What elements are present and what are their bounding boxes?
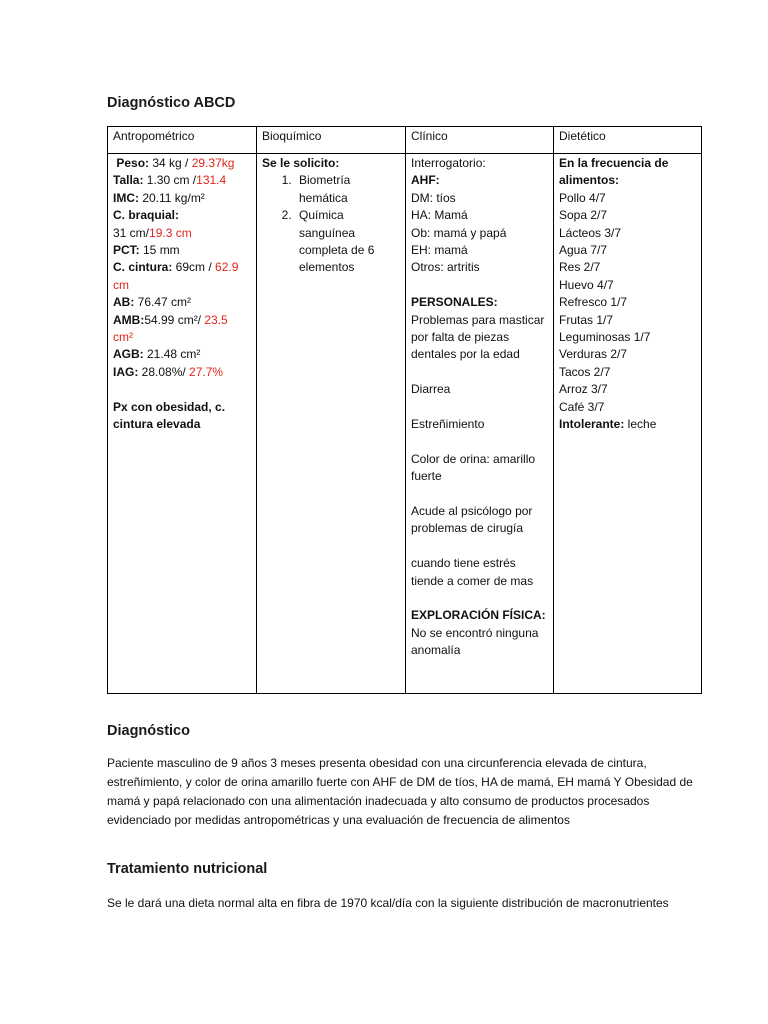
intolerante-line xyxy=(559,416,696,433)
cell-clinico xyxy=(406,154,554,694)
list-item: Color de orina: amarillo fuerte xyxy=(411,451,536,484)
tratamiento-paragraph: Se le dará una dieta normal alta en fibra de 1970 kcal/día con la siguiente distribución de macronutrientes xyxy=(107,896,669,910)
ccintura-red-value: 62.9 cm xyxy=(113,260,239,292)
header-dietetico: Dietético xyxy=(554,127,702,154)
ccintura-line xyxy=(113,259,251,294)
imc-value: 20.11 kg/m² xyxy=(139,190,205,205)
list-item: Ob: mamá y papá xyxy=(411,225,507,240)
agb-line xyxy=(113,346,251,363)
talla-line xyxy=(113,172,251,189)
list-item: Huevo 4/7 xyxy=(559,277,614,292)
section-title-abcd: Diagnóstico ABCD xyxy=(107,95,236,111)
list-item: Estreñimiento xyxy=(411,417,485,432)
list-item: EH: mamá xyxy=(411,243,468,258)
pct-line xyxy=(113,242,251,259)
intolerante-value: leche xyxy=(624,417,657,432)
header-bioquimico: Bioquímico xyxy=(257,127,406,154)
ccintura-value: 69cm / xyxy=(172,260,216,275)
header-antropometrico: Antropométrico xyxy=(108,127,257,154)
peso-red-value: 29.37kg xyxy=(191,156,235,170)
agb-value: 21.48 cm² xyxy=(143,347,201,362)
list-item: Café 3/7 xyxy=(559,399,605,414)
iag-line xyxy=(113,364,251,381)
list-item: Acude al psicólogo por problemas de cirugía xyxy=(411,504,533,536)
cbraquial-label-line xyxy=(113,207,251,224)
amb-label: AMB: xyxy=(113,312,145,327)
list-item: HA: Mamá xyxy=(411,208,468,223)
peso-line xyxy=(113,155,251,172)
imc-label: IMC: xyxy=(113,190,139,205)
peso-value: 34 kg / xyxy=(149,156,192,170)
amb-line xyxy=(113,312,251,347)
list-item: Res 2/7 xyxy=(559,260,601,275)
abcd-table xyxy=(107,126,702,694)
pct-label: PCT: xyxy=(113,243,140,258)
iag-red-value: 27.7% xyxy=(189,364,224,379)
iag-value: 28.08%/ xyxy=(138,364,190,379)
list-item: Tacos 2/7 xyxy=(559,364,611,379)
cell-antropometrico xyxy=(108,154,257,694)
list-item: Frutas 1/7 xyxy=(559,312,614,327)
list-item: 1. Biometría hemática xyxy=(295,172,400,207)
list-item: Diarrea xyxy=(411,382,451,397)
intolerante-label: Intolerante: xyxy=(559,417,625,432)
ab-value: 76.47 cm² xyxy=(134,295,192,310)
ahf-label: AHF: xyxy=(411,173,440,188)
list-item: Agua 7/7 xyxy=(559,243,608,258)
list-item: Pollo 4/7 xyxy=(559,190,606,205)
agb-label: AGB: xyxy=(113,347,144,362)
list-item: DM: tíos xyxy=(411,190,456,205)
cbraquial-line xyxy=(113,225,251,242)
section-title-tratamiento: Tratamiento nutricional xyxy=(107,861,268,877)
iag-label: IAG: xyxy=(113,364,139,379)
exploracion-label: EXPLORACIÓN FÍSICA: xyxy=(411,608,546,623)
cell-bioquimico xyxy=(257,154,406,694)
pct-value: 15 mm xyxy=(139,243,180,258)
bioquimico-intro: Se le solicito: xyxy=(262,156,340,170)
list-item: Verduras 2/7 xyxy=(559,347,628,362)
bioquimico-list xyxy=(262,172,400,276)
list-item: Sopa 2/7 xyxy=(559,208,608,223)
ccintura-label: C. cintura: xyxy=(113,260,173,275)
peso-label: Peso: xyxy=(116,156,150,170)
talla-label: Talla: xyxy=(113,173,144,188)
table-row xyxy=(108,154,702,694)
amb-red-value: 23.5 cm² xyxy=(113,312,228,345)
cbraquial-value: 31 cm/ xyxy=(113,225,150,240)
list-item: Lácteos 3/7 xyxy=(559,225,622,240)
section-title-diagnostico: Diagnóstico xyxy=(107,723,190,739)
personales-label: PERSONALES: xyxy=(411,295,498,310)
ab-label: AB: xyxy=(113,295,135,310)
list-item: Otros: artritis xyxy=(411,260,480,275)
cbraquial-label: C. braquial: xyxy=(113,208,180,223)
cell-dietetico xyxy=(554,154,702,694)
list-item: Leguminosas 1/7 xyxy=(559,330,651,345)
interrogatorio-label: Interrogatorio: xyxy=(411,156,486,170)
table-header-row xyxy=(108,127,702,154)
list-item: Problemas para masticar por falta de piezas dentales por la edad xyxy=(411,312,545,362)
cbraquial-red-value: 19.3 cm xyxy=(149,225,192,240)
exploracion-text: No se encontró ninguna anomalía xyxy=(411,625,539,658)
talla-value: 1.30 cm / xyxy=(143,173,197,188)
diagnostico-paragraph: Paciente masculino de 9 años 3 meses presenta obesidad con una circunferencia elevada de cintura, estreñimiento, y color de orina amarillo fuerte con AHF de DM de tíos, HA de mamá, EH mamá Y Obesidad de mamá y papá relacionado con una alimentación inadecuada y alto consumo de productos procesados evidenciado por medidas antropométricas y una evaluación de frecuencia de alimentos xyxy=(107,756,693,827)
imc-line xyxy=(113,190,251,207)
header-clinico: Clínico xyxy=(406,127,554,154)
dietetico-intro: En la frecuencia de alimentos: xyxy=(559,156,669,188)
antropometrico-conclusion: Px con obesidad, c. cintura elevada xyxy=(113,399,226,432)
amb-value: 54.99 cm²/ xyxy=(144,312,205,327)
list-item: cuando tiene estrés tiende a comer de mas xyxy=(411,556,534,588)
list-item: 2. Química sanguínea completa de 6 elementos xyxy=(295,207,400,277)
list-item: Arroz 3/7 xyxy=(559,382,608,397)
ab-line xyxy=(113,294,251,311)
talla-red-value: 131.4 xyxy=(196,173,227,188)
list-item: Refresco 1/7 xyxy=(559,295,628,310)
